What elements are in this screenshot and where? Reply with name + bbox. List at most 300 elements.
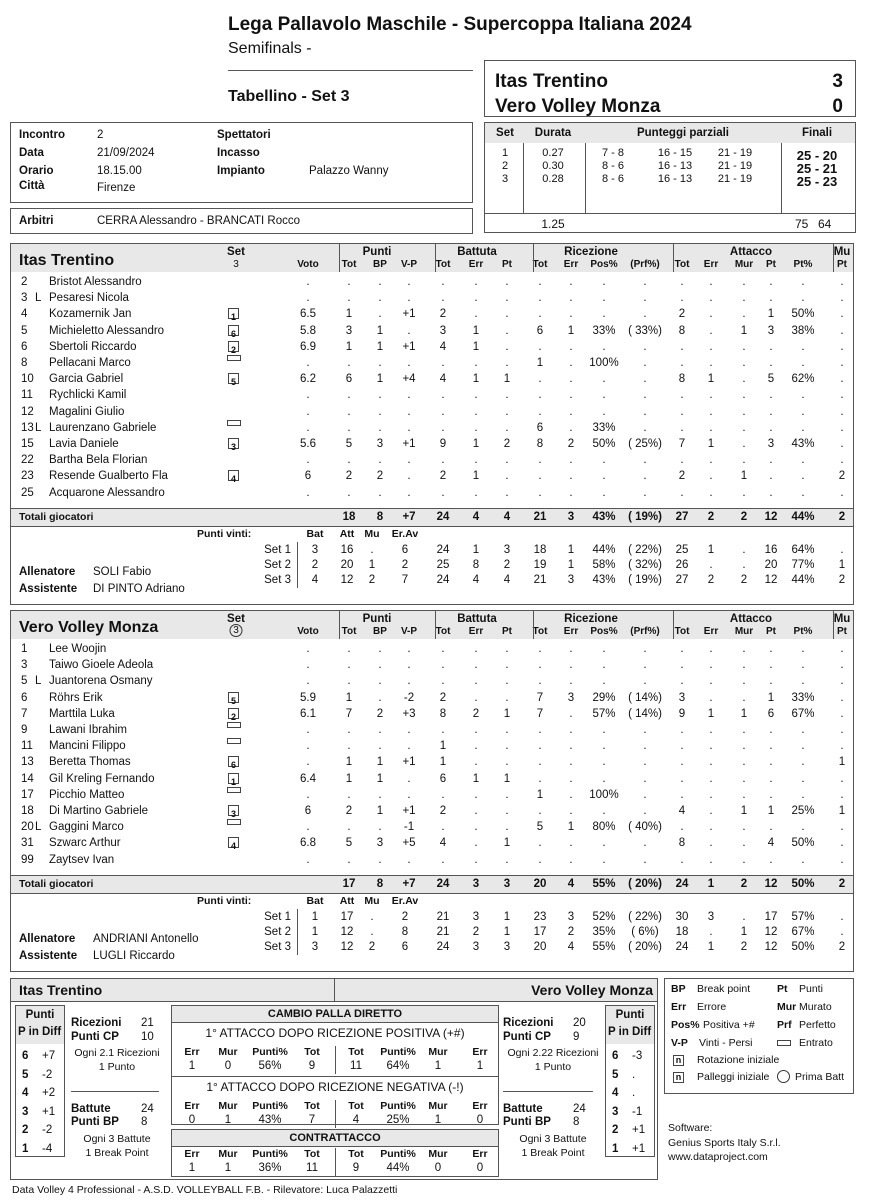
stat-cell: 1 bbox=[567, 324, 575, 337]
player-row bbox=[11, 387, 853, 403]
stat-cell: 100% bbox=[589, 788, 619, 801]
arbitri-label: Arbitri bbox=[19, 215, 54, 227]
player-name: Gaggini Marco bbox=[49, 821, 124, 834]
sets-cell: 0.28 bbox=[542, 173, 564, 185]
mini-header: Mur bbox=[218, 1148, 238, 1160]
set-row-cell: 50% bbox=[791, 941, 815, 953]
player-number: 2 bbox=[21, 276, 28, 288]
col-group-battuta: Battuta bbox=[457, 613, 497, 625]
stat-cell: . bbox=[602, 643, 606, 655]
legend-rot: Rotazione iniziale bbox=[697, 1054, 780, 1066]
player-row bbox=[11, 706, 853, 722]
stat-cell: 1 bbox=[376, 805, 384, 817]
stat-cell: . bbox=[742, 675, 746, 688]
stat-cell: . bbox=[505, 276, 509, 288]
rot-position: 3 bbox=[22, 1105, 29, 1118]
stat-cell: . bbox=[569, 373, 573, 386]
mini-value: 1 bbox=[476, 1060, 484, 1072]
player-number: 11 bbox=[21, 389, 33, 402]
set-row-cell: 21 bbox=[436, 911, 450, 923]
stat-cell: . bbox=[742, 373, 746, 386]
total-cell: 2 bbox=[838, 511, 846, 523]
col-sub-err: Err bbox=[563, 626, 579, 637]
stat-cell: ( 14%) bbox=[628, 691, 662, 704]
stat-cell: 29% bbox=[592, 691, 616, 704]
set-row-cell: 3 bbox=[707, 911, 715, 923]
stat-cell: . bbox=[505, 486, 509, 499]
divider bbox=[673, 244, 674, 272]
mini-value: 0 bbox=[188, 1114, 196, 1126]
set-row-cell: 4 bbox=[503, 574, 511, 586]
stat-cell: . bbox=[602, 486, 606, 499]
stat-cell: +1 bbox=[402, 340, 416, 353]
divider bbox=[11, 1001, 657, 1002]
set-row-cell: 1 bbox=[707, 544, 715, 556]
set-row-cell: 4 bbox=[472, 574, 480, 586]
stat-cell: . bbox=[680, 292, 684, 305]
stat-cell: 4 bbox=[678, 805, 686, 817]
incasso-label: Incasso bbox=[217, 147, 260, 159]
stat-cell: . bbox=[801, 821, 805, 834]
stat-cell: . bbox=[742, 853, 746, 866]
mini-header: Mur bbox=[428, 1046, 448, 1058]
stat-cell: . bbox=[474, 405, 478, 418]
player-name: Lawani Ibrahim bbox=[49, 724, 127, 736]
stat-cell: . bbox=[347, 405, 351, 418]
stat-cell: . bbox=[709, 308, 713, 321]
divider bbox=[503, 1091, 593, 1092]
legend-pos-k: Pos% bbox=[671, 1019, 700, 1031]
stat-cell: . bbox=[709, 805, 713, 817]
stat-cell: . bbox=[769, 276, 773, 288]
stat-cell: . bbox=[709, 454, 713, 467]
summary-section bbox=[10, 978, 658, 1180]
stat-cell: . bbox=[840, 643, 844, 655]
stat-cell: . bbox=[602, 756, 606, 769]
player-role: L bbox=[35, 821, 42, 834]
stat-cell: . bbox=[538, 308, 542, 321]
tabellino-label: Tabellino - Set 3 bbox=[228, 88, 350, 105]
stat-cell: . bbox=[840, 454, 844, 467]
mini-value: 25% bbox=[386, 1114, 410, 1126]
stat-cell: . bbox=[643, 292, 647, 305]
col-group-attacco: Attacco bbox=[729, 246, 773, 258]
divider bbox=[485, 213, 855, 214]
mini-header: Mur bbox=[428, 1148, 448, 1160]
col-sub-tot: Tot bbox=[435, 259, 451, 270]
stat-cell: . bbox=[680, 276, 684, 288]
set-row-cell: ( 20%) bbox=[628, 941, 662, 953]
stat-cell: 1 bbox=[472, 772, 480, 785]
player-name: Röhrs Erik bbox=[49, 691, 103, 704]
stat-cell: . bbox=[769, 724, 773, 736]
stat-cell: . bbox=[407, 659, 411, 672]
stat-cell: . bbox=[378, 691, 382, 704]
set-row-cell: . bbox=[840, 911, 844, 923]
stat-cell: . bbox=[680, 643, 684, 655]
set-row-cell: 1 bbox=[472, 544, 480, 556]
stat-cell: . bbox=[505, 659, 509, 672]
divider bbox=[335, 1046, 336, 1074]
match-info-box bbox=[10, 122, 473, 203]
stat-cell: . bbox=[840, 324, 844, 337]
player-row bbox=[11, 803, 853, 819]
col-sub-tot: Tot bbox=[532, 626, 548, 637]
team1-player-rows bbox=[11, 274, 853, 504]
set-row-cell: 1 bbox=[567, 544, 575, 556]
software-url[interactable]: www.dataproject.com bbox=[668, 1151, 768, 1163]
set-row-cell: 19 bbox=[533, 559, 547, 571]
stat-cell: . bbox=[569, 707, 573, 720]
stat-cell: 3 bbox=[767, 324, 775, 337]
set-row-cell: 16 bbox=[340, 544, 354, 556]
impianto-value: Palazzo Wanny bbox=[309, 165, 389, 177]
player-number: 23 bbox=[21, 470, 34, 483]
stat-cell: . bbox=[602, 389, 606, 402]
stat-cell: . bbox=[602, 853, 606, 866]
b-ric-label: Ricezioni bbox=[503, 1017, 554, 1029]
set-row-cell: 43% bbox=[592, 574, 616, 586]
stat-cell: . bbox=[602, 659, 606, 672]
sets-cell: 21 - 19 bbox=[717, 173, 753, 185]
stat-cell: 3 bbox=[767, 438, 775, 450]
player-name: Laurenzano Gabriele bbox=[49, 421, 157, 434]
stat-cell: . bbox=[742, 340, 746, 353]
stat-cell: . bbox=[474, 421, 478, 434]
stat-cell: . bbox=[801, 788, 805, 801]
set-row-cell: 12 bbox=[340, 926, 354, 938]
stat-cell: 1 bbox=[439, 756, 447, 769]
total-cell: 2 bbox=[740, 511, 748, 523]
stat-cell: . bbox=[801, 292, 805, 305]
stat-cell: 2 bbox=[567, 438, 575, 450]
set-row-cell: . bbox=[742, 544, 746, 556]
player-row bbox=[11, 754, 853, 770]
stat-cell: . bbox=[742, 421, 746, 434]
legend-entrato: Entrato bbox=[799, 1037, 833, 1049]
mini-header: Err bbox=[184, 1046, 200, 1058]
entrato-icon bbox=[227, 722, 241, 728]
col-sub-ptp: Pt% bbox=[793, 259, 813, 270]
total-cell: 43% bbox=[592, 511, 616, 523]
player-number: 31 bbox=[21, 837, 34, 850]
set-row-cell: 20 bbox=[764, 559, 778, 571]
col-sub-mur: Mur bbox=[734, 259, 754, 270]
stat-cell: 4 bbox=[439, 373, 447, 386]
stat-cell: 1 bbox=[503, 373, 511, 386]
a-uno-bp: 1 Break Point bbox=[85, 1147, 149, 1159]
team1-assistant: DI PINTO Adriano bbox=[93, 583, 185, 595]
cambio-title: CAMBIO PALLA DIRETTO bbox=[267, 1008, 403, 1020]
set-row-cell: 17 bbox=[764, 911, 778, 923]
stat-cell: . bbox=[742, 643, 746, 655]
set-row-cell: 1 bbox=[311, 911, 319, 923]
player-number: 12 bbox=[21, 405, 34, 418]
legend-pt-v: Punti bbox=[799, 983, 823, 995]
stat-cell: . bbox=[407, 389, 411, 402]
stat-cell: . bbox=[801, 853, 805, 866]
divider bbox=[533, 244, 534, 272]
stat-cell: . bbox=[569, 772, 573, 785]
stat-cell: . bbox=[643, 756, 647, 769]
stat-cell: 3 bbox=[376, 837, 384, 850]
stat-cell: . bbox=[643, 659, 647, 672]
set-row-cell: 2 bbox=[503, 559, 511, 571]
rotation-position-box: 1 bbox=[228, 308, 239, 319]
stat-cell: . bbox=[769, 740, 773, 753]
sets-col-finali: Finali bbox=[801, 127, 833, 139]
stat-cell: . bbox=[840, 340, 844, 353]
col-sub-pt: Pt bbox=[837, 259, 847, 270]
player-row bbox=[11, 738, 853, 754]
divider bbox=[781, 143, 782, 213]
mini-value: 7 bbox=[308, 1114, 316, 1126]
pv-header: Bat bbox=[306, 895, 324, 907]
set-row-cell: 57% bbox=[791, 911, 815, 923]
stat-cell: . bbox=[569, 675, 573, 688]
stat-cell: . bbox=[407, 724, 411, 736]
stat-cell: . bbox=[840, 707, 844, 720]
sets-col-set: Set bbox=[496, 127, 514, 139]
stat-cell: 43% bbox=[791, 438, 815, 450]
col-sub-bp: BP bbox=[373, 626, 387, 637]
stat-cell: 1 bbox=[439, 740, 447, 753]
mini-value: 1 bbox=[188, 1060, 196, 1072]
player-number: 8 bbox=[21, 357, 28, 369]
stat-cell: . bbox=[569, 659, 573, 672]
data-label: Data bbox=[19, 147, 44, 159]
rot-a-pin: P in bbox=[18, 1026, 39, 1038]
divider bbox=[335, 1100, 336, 1128]
stat-cell: . bbox=[602, 373, 606, 386]
rot-position: 3 bbox=[612, 1105, 619, 1118]
stat-cell: . bbox=[347, 853, 351, 866]
sets-cell: 0.27 bbox=[542, 147, 564, 159]
entrato-icon bbox=[227, 787, 241, 793]
stat-cell: . bbox=[769, 389, 773, 402]
stat-cell: +1 bbox=[402, 756, 416, 769]
divider bbox=[339, 611, 340, 639]
legend-vp-v: Vinti - Persi bbox=[699, 1037, 753, 1049]
mini-header: Tot bbox=[304, 1046, 320, 1058]
stat-cell: . bbox=[505, 643, 509, 655]
col-group-ricezione: Ricezione bbox=[564, 613, 618, 625]
player-number: 7 bbox=[21, 707, 28, 720]
rot-diff: +1 bbox=[632, 1142, 646, 1155]
score-team-b: Vero Volley Monza bbox=[495, 96, 661, 117]
stat-cell: . bbox=[801, 389, 805, 402]
stat-cell: . bbox=[441, 292, 445, 305]
stat-cell: 5 bbox=[767, 373, 775, 386]
stat-cell: . bbox=[505, 292, 509, 305]
stat-cell: 6 bbox=[439, 772, 447, 785]
stat-cell: . bbox=[347, 740, 351, 753]
stat-cell: ( 25%) bbox=[628, 438, 662, 450]
mini-header: Mur bbox=[218, 1046, 238, 1058]
stat-cell: . bbox=[538, 643, 542, 655]
col-sub-tot: Tot bbox=[532, 259, 548, 270]
total-cell: 3 bbox=[503, 878, 511, 890]
player-role: L bbox=[35, 675, 42, 688]
stat-cell: 62% bbox=[791, 373, 815, 386]
player-number: 6 bbox=[21, 340, 28, 353]
stat-cell: . bbox=[840, 837, 844, 850]
set-row-cell: 6 bbox=[401, 941, 409, 953]
stat-cell: 33% bbox=[592, 324, 616, 337]
team2-coach: ANDRIANI Antonello bbox=[93, 933, 199, 945]
stat-cell: 2 bbox=[439, 691, 447, 704]
stat-cell: 5.8 bbox=[300, 324, 316, 337]
stat-cell: 9 bbox=[678, 707, 686, 720]
stat-cell: . bbox=[643, 772, 647, 785]
stat-cell: . bbox=[840, 292, 844, 305]
stat-cell: . bbox=[742, 357, 746, 369]
stat-cell: . bbox=[407, 324, 411, 337]
stat-cell: . bbox=[709, 389, 713, 402]
stat-cell: 3 bbox=[678, 691, 686, 704]
set-row-cell: 35% bbox=[592, 926, 616, 938]
stat-cell: 3 bbox=[345, 324, 353, 337]
stat-cell: . bbox=[306, 357, 310, 369]
legend-err-v: Errore bbox=[697, 1001, 727, 1013]
stat-cell: . bbox=[801, 643, 805, 655]
stat-cell: . bbox=[569, 805, 573, 817]
divider bbox=[71, 1091, 159, 1092]
stat-cell: 50% bbox=[592, 438, 616, 450]
set-row-cell: 12 bbox=[340, 574, 354, 586]
stat-cell: +4 bbox=[402, 373, 416, 386]
stat-cell: . bbox=[840, 691, 844, 704]
stat-cell: . bbox=[602, 405, 606, 418]
stat-cell: . bbox=[538, 486, 542, 499]
stat-cell: 9 bbox=[439, 438, 447, 450]
player-name: Garcia Gabriel bbox=[49, 373, 124, 386]
stat-cell: 1 bbox=[838, 756, 846, 769]
col-sub-err: Err bbox=[468, 626, 484, 637]
stat-cell: . bbox=[474, 805, 478, 817]
set-row-cell: 2 bbox=[707, 574, 715, 586]
total-cell: 50% bbox=[791, 878, 815, 890]
stat-cell: 1 bbox=[345, 691, 353, 704]
set-row-cell: . bbox=[840, 926, 844, 938]
stat-cell: . bbox=[569, 724, 573, 736]
stat-cell: . bbox=[505, 724, 509, 736]
player-number: 22 bbox=[21, 454, 34, 467]
divider bbox=[297, 909, 298, 955]
stat-cell: . bbox=[474, 308, 478, 321]
stat-cell: . bbox=[742, 389, 746, 402]
total-cell: 18 bbox=[342, 511, 356, 523]
set-row-cell: . bbox=[370, 544, 374, 556]
stat-cell: 5 bbox=[345, 837, 353, 850]
stat-cell: . bbox=[407, 486, 411, 499]
stat-cell: 6.1 bbox=[300, 707, 316, 720]
stat-cell: 1 bbox=[345, 756, 353, 769]
a-cp-label: Punti CP bbox=[71, 1031, 119, 1043]
stat-cell: 8 bbox=[678, 324, 686, 337]
col-sub-vp: V-P bbox=[400, 626, 418, 637]
stat-cell: . bbox=[347, 292, 351, 305]
stat-cell: . bbox=[347, 454, 351, 467]
player-role: L bbox=[35, 421, 42, 434]
stat-cell: . bbox=[505, 324, 509, 337]
mini-value: 44% bbox=[386, 1162, 410, 1174]
stat-cell: . bbox=[840, 276, 844, 288]
stat-cell: . bbox=[643, 308, 647, 321]
mini-header: Tot bbox=[304, 1100, 320, 1112]
stat-cell: . bbox=[538, 292, 542, 305]
set-row-cell: 2 bbox=[401, 911, 409, 923]
stat-cell: . bbox=[742, 276, 746, 288]
pv-header: Att bbox=[339, 895, 355, 907]
stat-cell: . bbox=[643, 805, 647, 817]
set-row-cell: 44% bbox=[592, 544, 616, 556]
a-bat: 24 bbox=[141, 1103, 154, 1115]
rotation-position-box: 6 bbox=[228, 756, 239, 767]
stat-cell: . bbox=[742, 292, 746, 305]
divider bbox=[833, 611, 834, 639]
team-set-count: 3 bbox=[233, 259, 239, 270]
stat-cell: . bbox=[602, 292, 606, 305]
stat-cell: . bbox=[538, 454, 542, 467]
stat-cell: 1 bbox=[707, 373, 715, 386]
stat-cell: . bbox=[505, 675, 509, 688]
stat-cell: . bbox=[742, 821, 746, 834]
col-sub-tot: Tot bbox=[674, 259, 690, 270]
legend-prf-v: Perfetto bbox=[799, 1019, 836, 1031]
divider bbox=[833, 244, 834, 272]
col-group-mu: Mu bbox=[833, 613, 851, 625]
stat-cell: -1 bbox=[403, 821, 415, 834]
rot-a-punti: Punti bbox=[25, 1009, 55, 1021]
score-team-a: Itas Trentino bbox=[495, 71, 608, 92]
stat-cell: . bbox=[407, 276, 411, 288]
team2-section bbox=[10, 610, 854, 972]
set-row-cell: 25 bbox=[436, 559, 450, 571]
team-set-count: 3 bbox=[230, 624, 243, 637]
stat-cell: . bbox=[602, 724, 606, 736]
player-name: Pellacani Marco bbox=[49, 357, 131, 369]
player-name: Szwarc Arthur bbox=[49, 837, 121, 850]
rot-position: 2 bbox=[612, 1124, 619, 1136]
sets-total-time: 1.25 bbox=[541, 217, 565, 231]
player-name: Lee Woojin bbox=[49, 643, 107, 655]
rot-b-pin: P in bbox=[608, 1026, 629, 1038]
impianto-label: Impianto bbox=[217, 165, 265, 177]
stat-cell: . bbox=[569, 486, 573, 499]
b-ogni-ric: Ogni 2.22 Ricezioni bbox=[507, 1047, 599, 1059]
rotation-position-box: 3 bbox=[228, 438, 239, 449]
stat-cell: . bbox=[680, 821, 684, 834]
mini-value: 36% bbox=[258, 1162, 282, 1174]
mini-value: 64% bbox=[386, 1060, 410, 1072]
stat-cell: . bbox=[742, 837, 746, 850]
col-sub-pt: Pt bbox=[502, 626, 512, 637]
stat-cell: 2 bbox=[678, 308, 686, 321]
stat-cell: . bbox=[801, 340, 805, 353]
entrato-icon bbox=[777, 1040, 791, 1046]
col-sub-voto: Voto bbox=[297, 626, 319, 637]
pv-header: Er.Av bbox=[391, 895, 419, 907]
player-number: 6 bbox=[21, 691, 28, 704]
stat-cell: 6 bbox=[767, 707, 775, 720]
stat-cell: . bbox=[538, 805, 542, 817]
stat-cell: . bbox=[801, 756, 805, 769]
stat-cell: . bbox=[742, 308, 746, 321]
set-row-cell: 12 bbox=[764, 926, 778, 938]
software-name: Genius Sports Italy S.r.l. bbox=[668, 1137, 781, 1149]
data-value: 21/09/2024 bbox=[97, 147, 155, 159]
